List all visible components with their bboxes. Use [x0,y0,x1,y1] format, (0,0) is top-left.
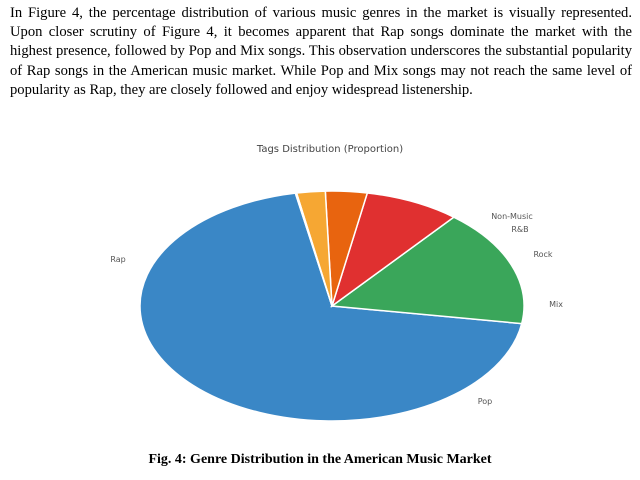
body-paragraph: In Figure 4, the percentage distribution of various music genres in the market is visually represented. Upon closer scrutiny of Figure 4, it becomes apparent that Rap songs dominate the market with the highest presence, followed by Pop and Mix songs. This observation underscores the substantial popularity of Rap songs in the American music market. While Pop and Mix songs may not reach the same level of popularity as Rap, they are closely followed and enjoy widespread listenership. [10,5,632,98]
pie-label-rap: Rap [110,255,126,264]
pie-label-non-music: Non-Music [491,212,533,221]
pie-label-mix: Mix [549,300,563,309]
chart-title: Tags Distribution (Proportion) [256,144,404,155]
figure-caption: Fig. 4: Genre Distribution in the American Music Market [148,452,492,467]
pie-label-r-b: R&B [511,225,529,234]
pie-label-rock: Rock [533,250,553,259]
pie-slices [140,191,524,421]
pie-label-pop: Pop [477,397,493,406]
